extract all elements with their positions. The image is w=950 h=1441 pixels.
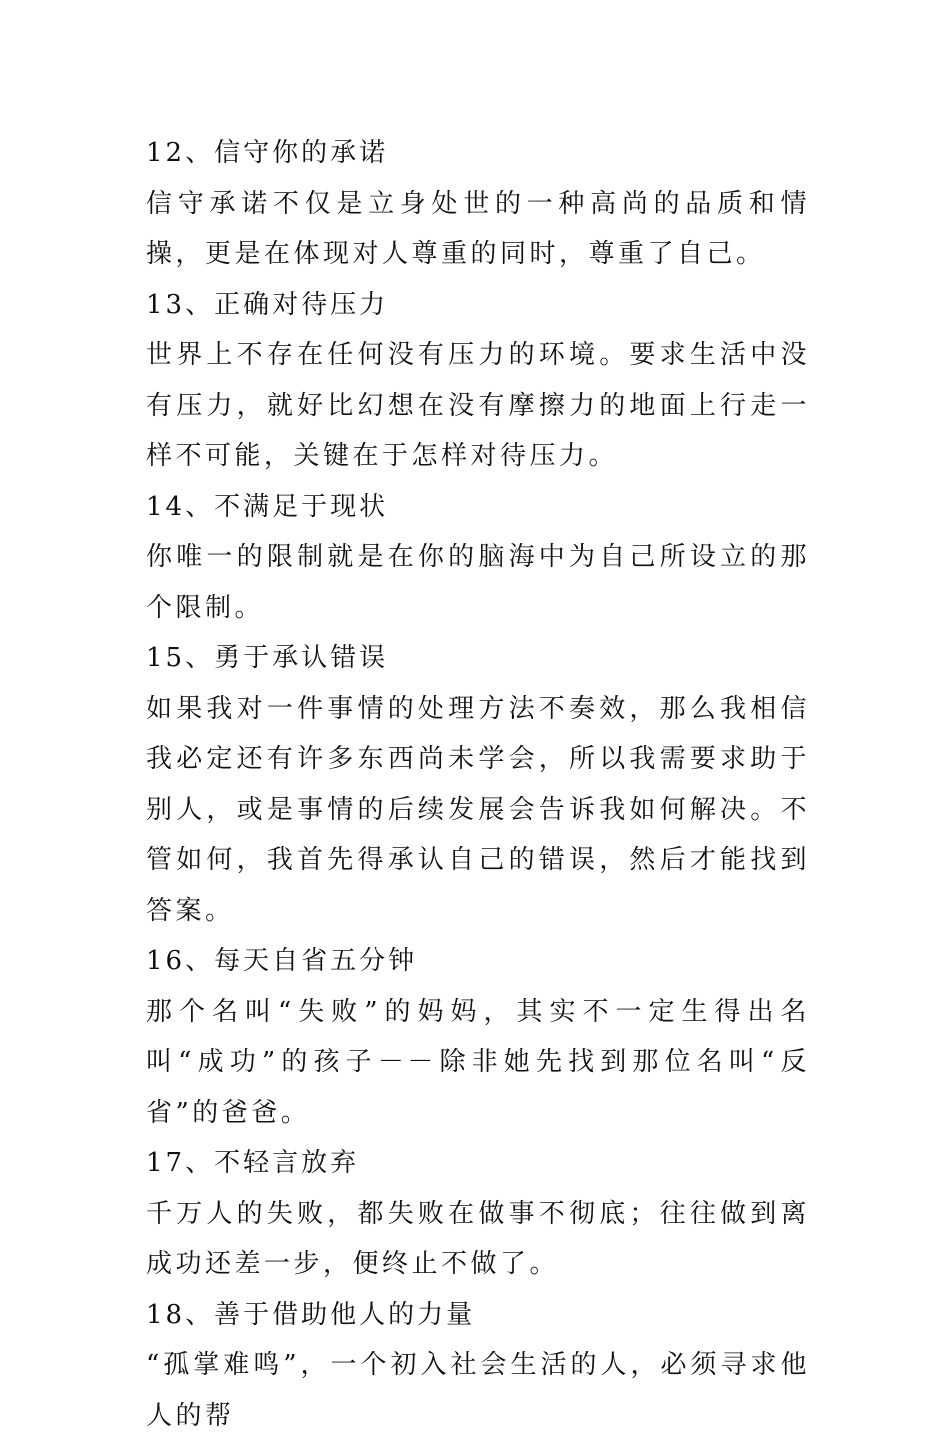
section-body-14: 你唯一的限制就是在你的脑海中为自己所设立的那个限制。 [146, 542, 810, 623]
section-heading-17: 17、不轻言放弃 [146, 1148, 360, 1178]
section-heading-12: 12、信守你的承诺 [146, 138, 389, 168]
section-heading-16: 16、每天自省五分钟 [146, 946, 418, 976]
section-body-12: 信守承诺不仅是立身处世的一种高尚的品质和情操，更是在体现对人尊重的同时，尊重了自己。 [146, 188, 810, 269]
section-heading-15: 15、勇于承认错误 [146, 643, 389, 673]
section-body-15: 如果我对一件事情的处理方法不奏效，那么我相信我必定还有许多东西尚未学会，所以我需要求助于别人，或是事情的后续发展会告诉我如何解决。不管如何，我首先得承认自己的错误，然后才能找到答案。 [146, 693, 810, 926]
section-heading-13: 13、正确对待压力 [146, 289, 389, 320]
section-body-16: 那个名叫“失败”的妈妈，其实不一定生得出名叫“成功”的孩子－－除非她先找到那位名叫“反省”的爸爸。 [146, 996, 810, 1128]
section-heading-14: 14、不满足于现状 [146, 491, 389, 522]
document-body [146, 128, 810, 1441]
section-body-18: “孤掌难鸣”，一个初入社会生活的人，必须寻求他人的帮 [146, 1350, 810, 1431]
section-heading-18: 18、善于借助他人的力量 [146, 1299, 476, 1330]
section-body-17: 千万人的失败，都失败在做事不彻底；往往做到离成功还差一步，便终止不做了。 [146, 1198, 810, 1279]
section-body-13: 世界上不存在任何没有压力的环境。要求生活中没有压力，就好比幻想在没有摩擦力的地面上行走一样不可能，关键在于怎样对待压力。 [146, 340, 810, 471]
